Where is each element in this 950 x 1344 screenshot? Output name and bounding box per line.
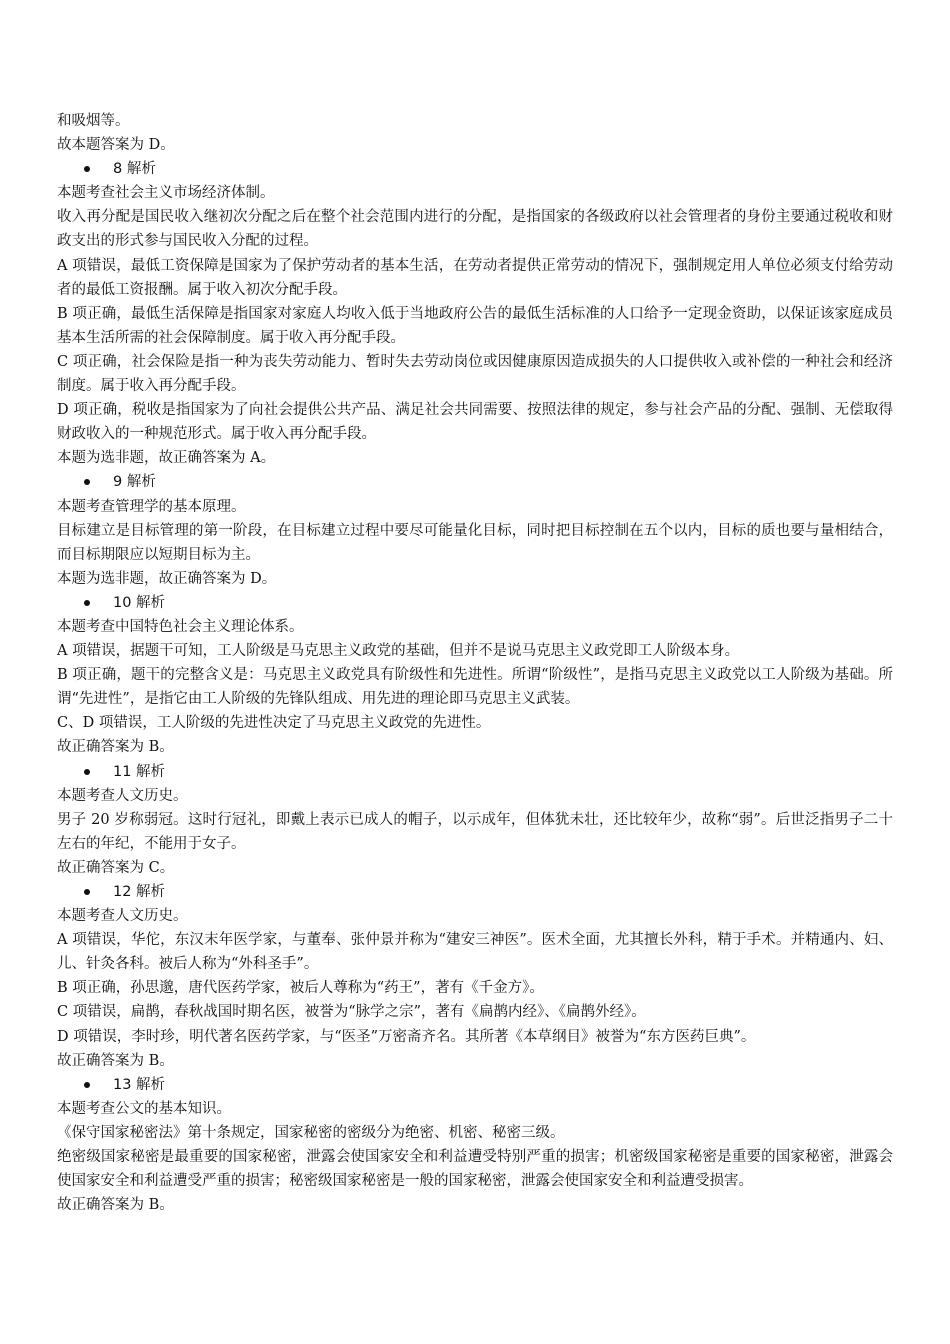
paragraph: 本题考查管理学的基本原理。 — [57, 498, 246, 515]
answer-line: 故正确答案为 B。 — [57, 1052, 174, 1069]
answer-line: 故本题答案为 D。 — [57, 137, 175, 154]
bullet-icon — [84, 1082, 90, 1088]
paragraph: 本题考查中国特色社会主义理论体系。 — [57, 618, 304, 635]
paragraph: 男子 20 岁称弱冠。这时行冠礼，即戴上表示已成人的帽子，以示成年，但体犹未壮，还比较年少，故称“弱”。后世泛指男子二十左右的年纪，不能用于女子。 — [57, 811, 893, 852]
answer-line: 故正确答案为 C。 — [57, 859, 175, 876]
section-heading-label: 10 解析 — [113, 594, 166, 611]
section-heading-9 — [57, 470, 893, 494]
paragraph: A 项错误，据题干可知，工人阶级是马克思主义政党的基础，但并不是说马克思主义政党即工人阶级本身。 — [57, 643, 740, 660]
bullet-icon — [84, 166, 90, 172]
section-heading-13 — [57, 1073, 893, 1097]
section-heading-label: 8 解析 — [113, 161, 156, 178]
section-heading-label: 13 解析 — [113, 1076, 166, 1093]
section-heading-12 — [57, 880, 893, 904]
section-heading-label: 9 解析 — [113, 474, 156, 491]
bullet-icon — [84, 600, 90, 606]
section-heading-8 — [57, 157, 893, 181]
bullet-icon — [84, 479, 90, 485]
answer-line: 故正确答案为 B。 — [57, 1197, 174, 1214]
paragraph: 本题考查公文的基本知识。 — [57, 1100, 231, 1117]
bullet-icon — [84, 769, 90, 775]
section-heading-label: 12 解析 — [113, 884, 166, 900]
paragraph: C、D 项错误，工人阶级的先进性决定了马克思主义政党的先进性。 — [57, 715, 491, 732]
paragraph: 《保守国家秘密法》第十条规定，国家秘密的密级分为绝密、机密、秘密三级。 — [57, 1124, 565, 1141]
section-heading-10 — [57, 591, 893, 615]
answer-line: 故正确答案为 B。 — [57, 739, 174, 756]
paragraph: A 项错误，华佗，东汉末年医学家，与董奉、张仲景并称为“建安三神医”。医术全面，尤其擅长外科，精于手术。并精通内、妇、儿、针灸各科。被后人称为“外科圣手”。 — [57, 932, 893, 973]
paragraph: C 项正确，社会保险是指一种为丧失劳动能力、暂时失去劳动岗位或因健康原因造成损失的人口提供收入或补偿的一种社会和经济制度。属于收入再分配手段。 — [57, 353, 893, 395]
answer-line: 本题为选非题，故正确答案为 D。 — [57, 570, 277, 587]
paragraph: 本题考查人文历史。 — [57, 787, 188, 804]
paragraph: C 项错误，扁鹊，春秋战国时期名医，被誉为“脉学之宗”，著有《扁鹊内经》、《扁鹊外经》。 — [57, 1004, 646, 1021]
paragraph: D 项错误，李时珍，明代著名医药学家，与“医圣”万密斋齐名。其所著《本草纲目》被誉为“东方医药巨典”。 — [57, 1028, 756, 1045]
paragraph: B 项正确，题干的完整含义是：马克思主义政党具有阶级性和先进性。所谓“阶级性”，是指马克思主义政党以工人阶级为基础。所谓“先进性”，是指它由工人阶级的先锋队组成、用先进的理论即马克思主义武装。 — [57, 667, 893, 708]
section-heading-label: 11 解析 — [113, 763, 166, 780]
document-body — [57, 109, 893, 1217]
answer-line: 本题为选非题，故正确答案为 A。 — [57, 450, 276, 467]
paragraph: B 项正确，最低生活保障是指国家对家庭人均收入低于当地政府公告的最低生活标准的人口给予一定现金资助，以保证该家庭成员基本生活所需的社会保障制度。属于收入再分配手段。 — [57, 305, 893, 346]
paragraph: 绝密级国家秘密是最重要的国家秘密，泄露会使国家安全和利益遭受特别严重的损害；机密级国家秘密是重要的国家秘密，泄露会使国家安全和利益遭受严重的损害；秘密级国家秘密是一般的国家秘密，泄露会使国家安全和利益遭受损害。 — [57, 1149, 893, 1190]
paragraph: 本题考查社会主义市场经济体制。 — [57, 185, 275, 202]
paragraph: 和吸烟等。 — [57, 113, 130, 129]
paragraph: 收入再分配是国民收入继初次分配之后在整个社会范围内进行的分配，是指国家的各级政府以社会管理者的身份主要通过税收和财政支出的形式参与国民收入分配的过程。 — [57, 209, 893, 250]
paragraph: D 项正确，税收是指国家为了向社会提供公共产品、满足社会共同需要、按照法律的规定，参与社会产品的分配、强制、无偿取得财政收入的一种规范形式。属于收入再分配手段。 — [57, 402, 893, 443]
paragraph: B 项正确，孙思邈，唐代医药学家，被后人尊称为“药王”，著有《千金方》。 — [57, 980, 544, 997]
paragraph: 目标建立是目标管理的第一阶段，在目标建立过程中要尽可能量化目标，同时把目标控制在五个以内，目标的质也要与量相结合，而目标期限应以短期目标为主。 — [57, 522, 893, 563]
paragraph: A 项错误，最低工资保障是国家为了保护劳动者的基本生活，在劳动者提供正常劳动的情况下，强制规定用人单位必须支付给劳动者的最低工资报酬。属于收入初次分配手段。 — [57, 257, 893, 298]
section-heading-11 — [57, 760, 893, 784]
paragraph: 本题考查人文历史。 — [57, 908, 188, 925]
bullet-icon — [84, 889, 90, 895]
